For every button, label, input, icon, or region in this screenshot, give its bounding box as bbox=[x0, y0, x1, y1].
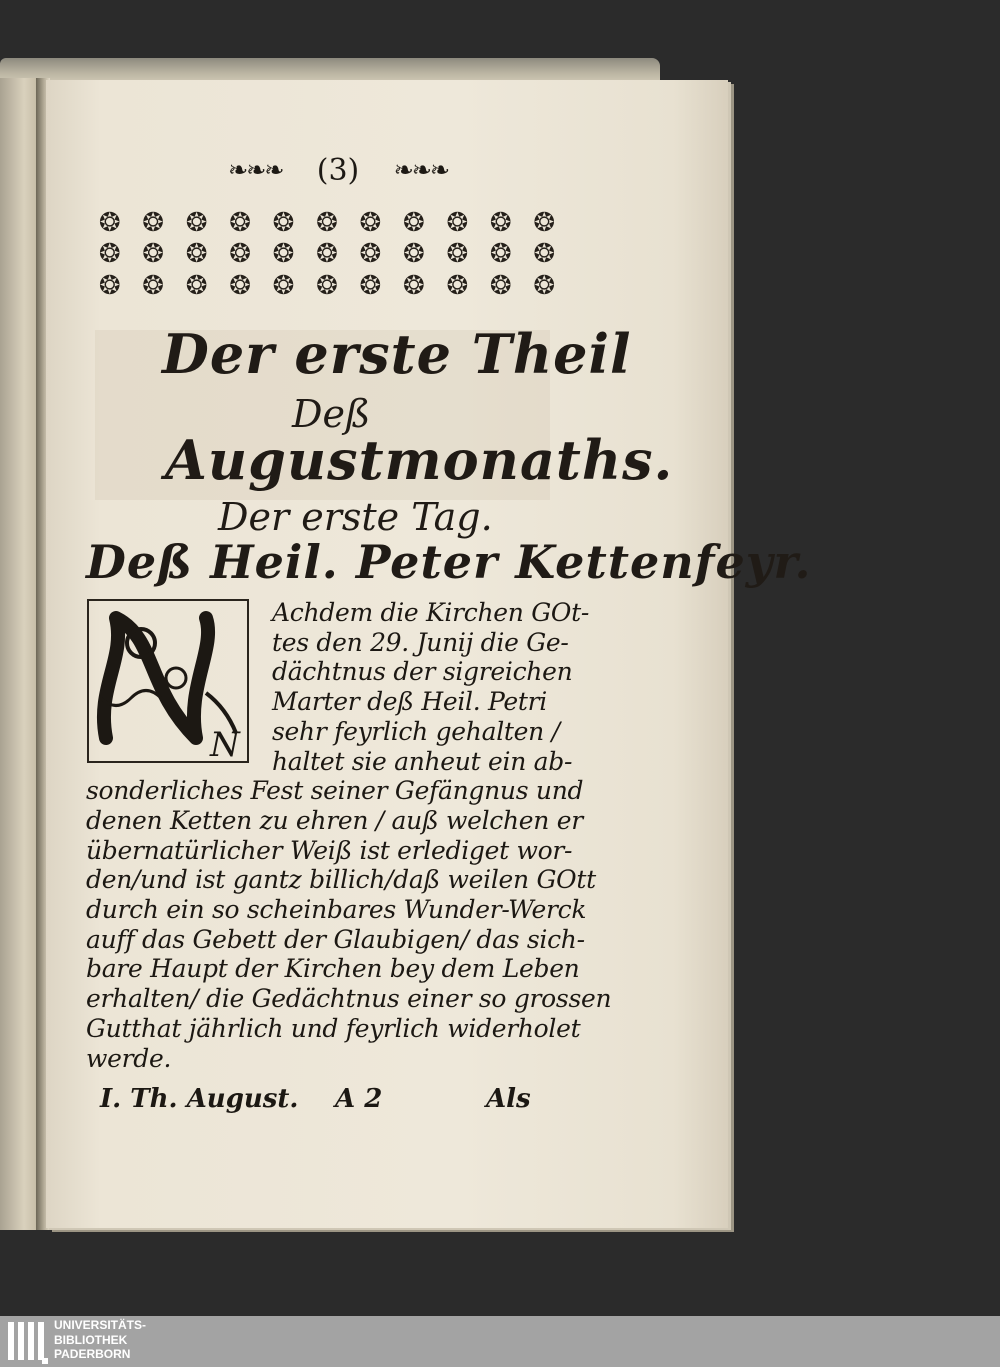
body-line: sonderliches Fest seiner Gefängnus und bbox=[86, 776, 584, 806]
running-head-ornament-right: ❧❧❧ bbox=[393, 156, 448, 184]
band-ornament-icon: ❂ bbox=[185, 270, 208, 301]
band-ornament-icon: ❂ bbox=[229, 270, 251, 301]
sheet-mark: A 2 bbox=[335, 1084, 383, 1114]
band-ornament-icon: ❂ bbox=[359, 208, 382, 238]
body-line: bare Haupt der Kirchen bey dem Leben bbox=[86, 954, 580, 984]
body-line: Gutthat jährlich und feyrlich widerholet bbox=[86, 1013, 581, 1043]
body-line: Marter deß Heil. Petri bbox=[272, 687, 548, 717]
library-name-line3: PADERBORN bbox=[54, 1347, 131, 1361]
band-ornament-icon: ❂ bbox=[272, 239, 295, 270]
band-ornament-icon: ❂ bbox=[98, 208, 121, 238]
band-ornament-icon: ❂ bbox=[359, 270, 382, 301]
band-ornament-icon: ❂ bbox=[185, 208, 208, 238]
body-line: sehr feyrlich gehalten / bbox=[272, 716, 560, 746]
band-ornament-icon: ❂ bbox=[316, 270, 338, 301]
band-ornament-icon: ❂ bbox=[272, 208, 295, 238]
page-number: (3) bbox=[316, 152, 360, 188]
book-top-edge bbox=[0, 58, 660, 82]
band-ornament-icon: ❂ bbox=[446, 239, 469, 270]
initial-ornament-icon bbox=[86, 598, 250, 764]
library-name-line1: UNIVERSITÄTS- bbox=[54, 1318, 147, 1332]
band-ornament-icon: ❂ bbox=[533, 270, 556, 301]
catchword: Als bbox=[486, 1084, 531, 1114]
band-ornament-icon: ❂ bbox=[359, 239, 382, 270]
band-ornament-icon: ❂ bbox=[185, 239, 208, 270]
band-ornament-icon: ❂ bbox=[446, 208, 469, 238]
running-head bbox=[228, 150, 448, 190]
band-ornament-icon: ❂ bbox=[316, 208, 338, 238]
library-name bbox=[54, 1318, 146, 1362]
body-line: den/und ist gantz billich/daß weilen GOtt bbox=[86, 865, 596, 895]
signature-mark: I. Th. August. bbox=[100, 1084, 299, 1114]
decorated-initial bbox=[86, 598, 250, 764]
body-line: denen Ketten zu ehren / auß welchen er bbox=[86, 805, 583, 835]
band-ornament-icon: ❂ bbox=[142, 239, 165, 270]
band-ornament-icon: ❂ bbox=[533, 239, 556, 270]
initial-letter: N bbox=[210, 725, 240, 764]
band-ornament-icon: ❂ bbox=[142, 208, 165, 238]
library-footer-bar bbox=[0, 1316, 1000, 1367]
running-head-ornament-left: ❧❧❧ bbox=[228, 156, 283, 184]
band-ornament-icon: ❂ bbox=[142, 270, 165, 301]
band-ornament-icon: ❂ bbox=[272, 270, 295, 301]
band-ornament-icon: ❂ bbox=[98, 239, 121, 270]
band-ornament-icon: ❂ bbox=[229, 239, 251, 270]
band-ornament-icon: ❂ bbox=[489, 270, 512, 301]
body-line: erhalten/ die Gedächtnus einer so grossen bbox=[86, 984, 612, 1014]
band-ornament-icon: ❂ bbox=[489, 239, 512, 270]
band-ornament-icon: ❂ bbox=[403, 208, 425, 238]
body-line: durch ein so scheinbares Wunder-Werck bbox=[86, 895, 587, 924]
band-ornament-icon: ❂ bbox=[489, 208, 512, 238]
band-ornament-icon: ❂ bbox=[446, 270, 469, 301]
heading-month: Augustmonaths. bbox=[165, 428, 674, 492]
band-ornament-icon: ❂ bbox=[98, 270, 121, 301]
ornamental-band bbox=[88, 208, 566, 302]
band-ornament-icon: ❂ bbox=[403, 270, 425, 301]
body-line: Achdem die Kirchen GOt- bbox=[272, 598, 589, 627]
library-logo-icon bbox=[4, 1318, 48, 1364]
library-name-line2: BIBLIOTHEK bbox=[54, 1332, 128, 1347]
heading-part: Der erste Theil bbox=[162, 322, 632, 386]
heading-of: Deß bbox=[292, 392, 371, 436]
body-line: übernatürlicher Weiß ist erlediget wor- bbox=[86, 835, 573, 865]
heading-day: Der erste Tag. bbox=[218, 495, 493, 539]
body-line: dächtnus der sigreichen bbox=[272, 657, 573, 687]
band-ornament-icon: ❂ bbox=[316, 239, 338, 270]
band-ornament-icon: ❂ bbox=[403, 239, 425, 270]
band-ornament-icon: ❂ bbox=[229, 208, 251, 238]
body-line: haltet sie anheut ein ab- bbox=[272, 746, 573, 776]
body-line: auff das Gebett der Glaubigen/ das sich- bbox=[86, 924, 585, 954]
band-ornament-icon: ❂ bbox=[533, 208, 556, 238]
body-line: werde. bbox=[86, 1043, 172, 1073]
heading-feast: Deß Heil. Peter Kettenfeyr. bbox=[86, 535, 812, 589]
body-line: tes den 29. Junij die Ge- bbox=[272, 627, 569, 657]
